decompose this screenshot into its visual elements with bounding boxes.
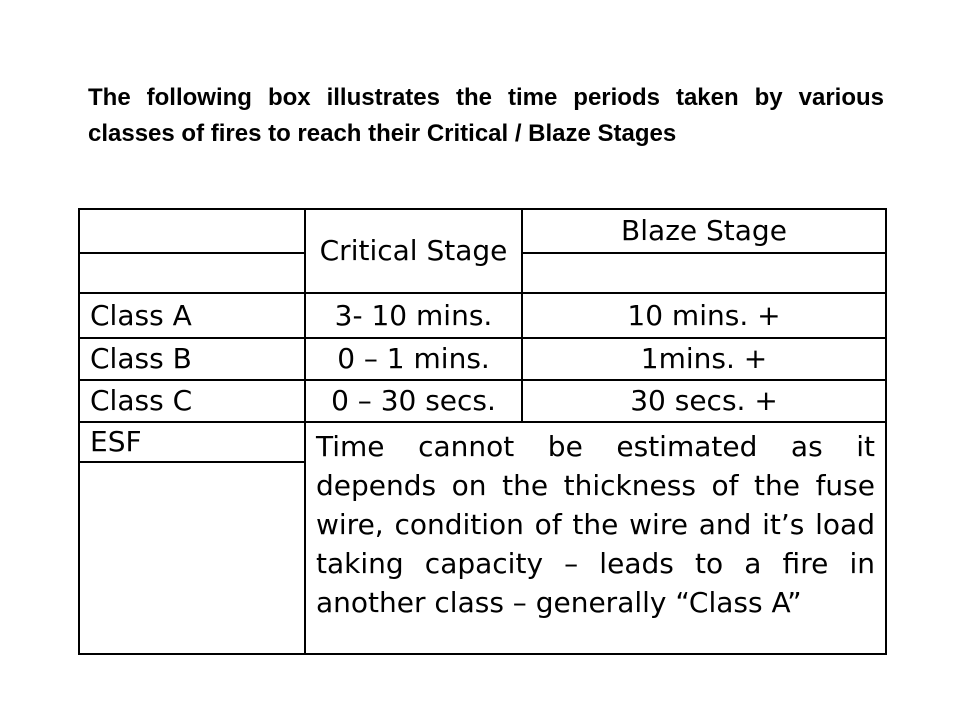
header-empty-cell-top <box>79 209 305 253</box>
blaze-time: 30 secs. + <box>522 380 886 422</box>
esf-description: Time cannot be estimated as it depends on the thickness of the fuse wire, condition of the wire and it’s load taking capacity – leads to a fire in another class – generally “Class A” <box>305 422 886 654</box>
blaze-time: 1mins. + <box>522 338 886 380</box>
table-row <box>79 293 886 338</box>
header-empty-cell-bottom <box>79 253 305 293</box>
esf-empty-cell <box>79 462 305 654</box>
intro-text: The following box illustrates the time periods taken by various classes of fires to reach their Critical / Blaze Stages <box>88 84 884 147</box>
header-blaze-empty-cell <box>522 253 886 293</box>
class-label: Class C <box>79 380 305 422</box>
header-blaze-stage: Blaze Stage <box>522 209 886 253</box>
header-critical-stage: Critical Stage <box>305 209 522 293</box>
critical-time: 0 – 1 mins. <box>305 338 522 380</box>
header-row <box>79 209 886 253</box>
blaze-time: 10 mins. + <box>522 293 886 338</box>
class-label: Class B <box>79 338 305 380</box>
class-label: Class A <box>79 293 305 338</box>
critical-time: 3- 10 mins. <box>305 293 522 338</box>
critical-time: 0 – 30 secs. <box>305 380 522 422</box>
fire-stage-table <box>78 208 887 655</box>
table-row <box>79 380 886 422</box>
table-row <box>79 338 886 380</box>
esf-label: ESF <box>79 422 305 462</box>
esf-row <box>79 422 886 462</box>
